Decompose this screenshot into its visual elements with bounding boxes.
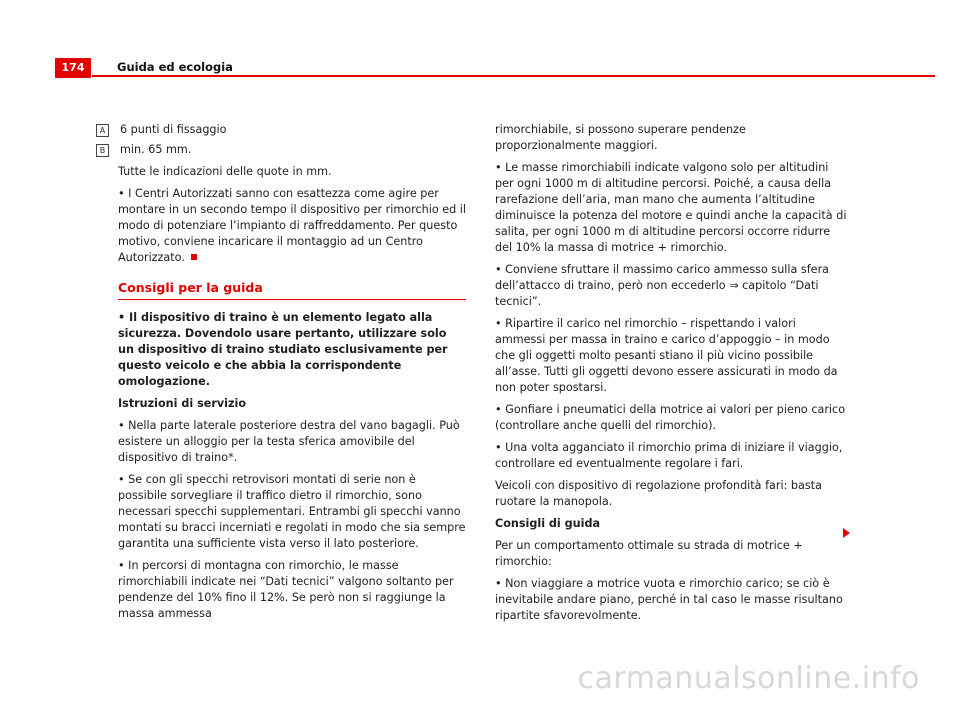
end-of-section-icon (191, 254, 197, 260)
right-column (495, 122, 847, 630)
left-column (99, 122, 466, 628)
watermark: carmanualsonline.info (577, 661, 920, 696)
paragraph: Per un comportamento ottimale su strada di motrice + rimorchio: (495, 539, 803, 568)
legend-text-a: 6 punti di fissaggio (120, 123, 227, 136)
paragraph: rimorchiabile, si possono superare pendenze proporzionalmente maggiori. (495, 123, 746, 152)
callout-b-icon: B (96, 144, 109, 157)
subheading: Consigli di guida (495, 517, 601, 530)
page-number: 174 (55, 58, 91, 78)
legend-item-a (99, 122, 466, 138)
callout-a-icon: A (96, 124, 109, 137)
continue-arrow-icon (843, 528, 850, 538)
section-divider (118, 299, 466, 300)
legend-text-b: min. 65 mm. (120, 143, 192, 156)
section-title: Consigli per la guida (118, 280, 263, 295)
paragraph: • Conviene sfruttare il massimo carico ammesso sulla sfera dell’attacco di traino, però non eccederlo ⇒ capitolo “Dati tecnici”. (495, 263, 830, 308)
paragraph: • I Centri Autorizzati sanno con esattezza come agire per montare in un secondo tempo il dispositivo per rimorchio ed il modo di potenziare l’impianto di raffreddamento. Per questo motivo, conviene incaricare il montaggio ad un Centro Autorizzato. (118, 187, 466, 264)
paragraph: • Se con gli specchi retrovisori montati di serie non è possibile sorvegliare il traffico dietro il rimorchio, sono necessari specchi supplementari. Entrambi gli specchi vanno montati su bracci incerniati e regolati in modo che sia sempre garantita una sufficiente vista verso il lato posteriore. (118, 473, 466, 550)
paragraph: • Le masse rimorchiabili indicate valgono solo per altitudini per ogni 1000 m di altitudine percorsi. Poiché, a causa della rarefazione dell’aria, man mano che aumenta l’altitudine diminuisce la potenza del motore e quindi anche la capacità di salita, per ogni 1000 m di altitudine percorsi occorre ridurre del 10% la massa di motrice + rimorchio. (495, 161, 847, 254)
paragraph: • Nella parte laterale posteriore destra del vano bagagli. Può esistere un alloggio per la testa sferica amovibile del dispositivo di traino*. (118, 419, 460, 464)
section-header-title: Guida ed ecologia (117, 60, 233, 74)
legend-item-b (99, 142, 466, 158)
paragraph: • Gonfiare i pneumatici della motrice ai valori per pieno carico (controllare anche quelli del rimorchio). (495, 403, 846, 432)
dimensions-note: Tutte le indicazioni delle quote in mm. (118, 165, 332, 178)
paragraph: • Non viaggiare a motrice vuota e rimorchio carico; se ciò è inevitabile andare piano, perché in tal caso le masse risultano ripartite sfavorevolmente. (495, 577, 843, 622)
subheading: Istruzioni di servizio (118, 397, 247, 410)
safety-warning: • Il dispositivo di traino è un elemento legato alla sicurezza. Dovendolo usare pertanto, utilizzare solo un dispositivo di traino studiato esclusivamente per questo veicolo e che abbia la corrispondente omologazione. (118, 311, 448, 388)
paragraph: • Ripartire il carico nel rimorchio – rispettando i valori ammessi per massa in traino e carico d’appoggio – in modo che gli oggetti molto pesanti stiano il più vicino possibile all’asse. Tutti gli oggetti devono essere assicurati in modo da non poter spostarsi. (495, 317, 838, 394)
header-divider (92, 75, 935, 77)
paragraph: • Una volta agganciato il rimorchio prima di iniziare il viaggio, controllare ed eventualmente regolare i fari. (495, 441, 843, 470)
paragraph: • In percorsi di montagna con rimorchio, le masse rimorchiabili indicate nei “Dati tecnici” valgono soltanto per pendenze del 10% fino il 12%. Se però non si raggiunge la massa ammessa (118, 559, 454, 620)
paragraph: Veicoli con dispositivo di regolazione profondità fari: basta ruotare la manopola. (495, 479, 822, 508)
